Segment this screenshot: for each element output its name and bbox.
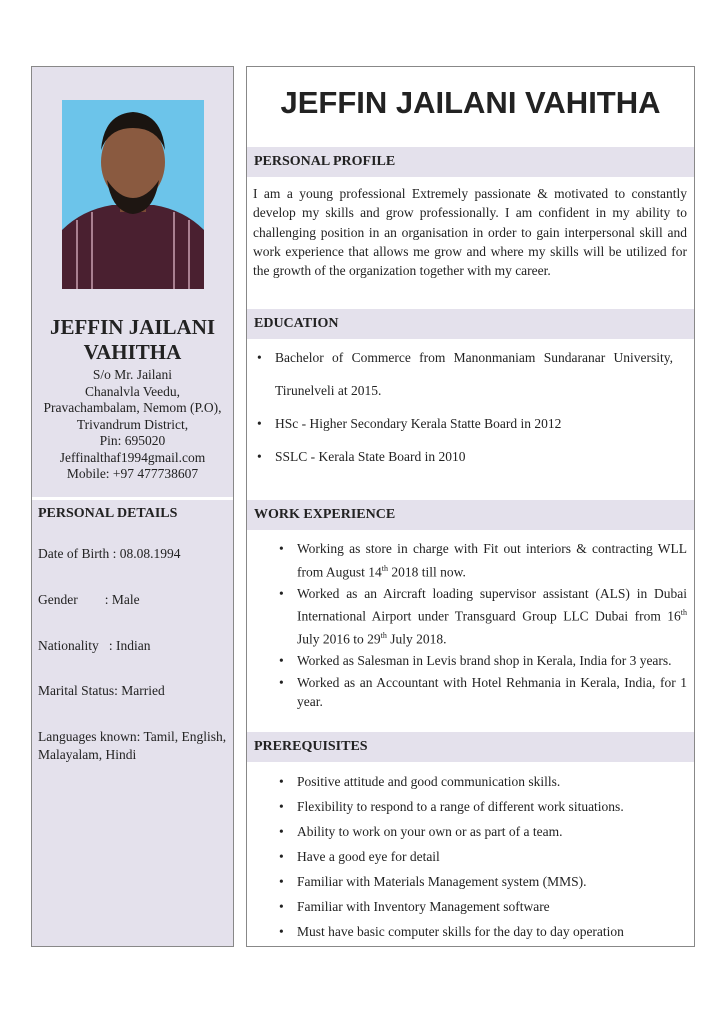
personal-profile-heading: PERSONAL PROFILE [247, 147, 694, 177]
superscript: th [381, 563, 388, 573]
prerequisites-heading: PREREQUISITES [247, 732, 694, 762]
sidebar-name: JEFFIN JAILANI VAHITHA [49, 315, 216, 364]
list-item: • Worked as an Accountant with Hotel Rehmania in Kerala, India, for 1 year. [275, 673, 687, 712]
gender: Gender : Male [38, 592, 140, 607]
languages: Languages known: Tamil, English, Malayalam, Hindi [38, 729, 227, 762]
pin-code: Pin: 695020 [99, 433, 166, 448]
superscript: th [380, 631, 387, 640]
list-item: • Have a good eye for detail [275, 844, 687, 869]
contact-address [32, 367, 233, 483]
list-item: • SSLC - Kerala State Board in 2010 [253, 440, 673, 473]
text: Working as store in charge with Fit out interiors & contracting WLL from August 14 [297, 541, 687, 579]
text: Worked as an Aircraft loading supervisor assistant (ALS) in Dubai International Airport under Transguard Group LLC Dubai from 16 [297, 585, 687, 624]
work-experience-heading: WORK EXPERIENCE [247, 500, 694, 530]
address-line: S/o Mr. Jailani [92, 367, 173, 382]
profile-text: I am a young professional Extremely passionate & motivated to constantly develop my skills and grow professionally. I am confident in my ability to challenging position in an organisation in order to gain interpersonal skill and work experience that allows me grow and where my skills will be utilized for the growth of the organization together with my career. [253, 186, 687, 279]
list-item: • Familiar with Inventory Management software [275, 894, 687, 919]
text: July 2016 to 29 [297, 631, 381, 647]
education-heading: EDUCATION [247, 309, 694, 339]
education-list [253, 341, 673, 473]
text: July 2018. [386, 631, 447, 647]
address-line: Pravachambalam, Nemom (P.O), [43, 400, 222, 415]
list-item: • Positive attitude and good communication skills. [275, 769, 687, 794]
list-item [275, 584, 687, 650]
marital-status: Marital Status: Married [38, 683, 165, 698]
list-item: • HSc - Higher Secondary Kerala Statte Board in 2012 [253, 407, 673, 440]
text: 2018 till now. [388, 564, 466, 579]
list-item: • Familiar with Materials Management system (MMS). [275, 869, 687, 894]
profile-photo [62, 100, 204, 289]
page-title: JEFFIN JAILANI VAHITHA [280, 85, 661, 120]
prerequisites-list [275, 769, 687, 944]
list-item: • Must have basic computer skills for the day to day operation [275, 919, 687, 944]
address-line: Chanalvla Veedu, [85, 383, 180, 399]
sidebar [31, 66, 234, 947]
list-item: • Flexibility to respond to a range of different work situations. [275, 794, 687, 819]
address-line: Trivandrum District, [76, 416, 189, 432]
nationality: Nationality : Indian [38, 638, 151, 653]
main-content [246, 66, 695, 947]
superscript: th [680, 608, 687, 617]
list-item: • Ability to work on your own or as part of a team. [275, 819, 687, 844]
email: Jeffinalthaf1994gmail.com [59, 449, 206, 465]
list-item: • Bachelor of Commerce from Manonmaniam Sundaranar University, Tirunelveli at 2015. [253, 341, 673, 407]
mobile: Mobile: +97 477738607 [66, 466, 199, 481]
personal-details-heading: PERSONAL DETAILS [38, 506, 178, 521]
list-item: • Worked as Salesman in Levis brand shop in Kerala, India for 3 years. [275, 651, 687, 671]
date-of-birth: Date of Birth : 08.08.1994 [38, 546, 181, 561]
work-list [275, 539, 687, 714]
list-item [275, 539, 687, 582]
